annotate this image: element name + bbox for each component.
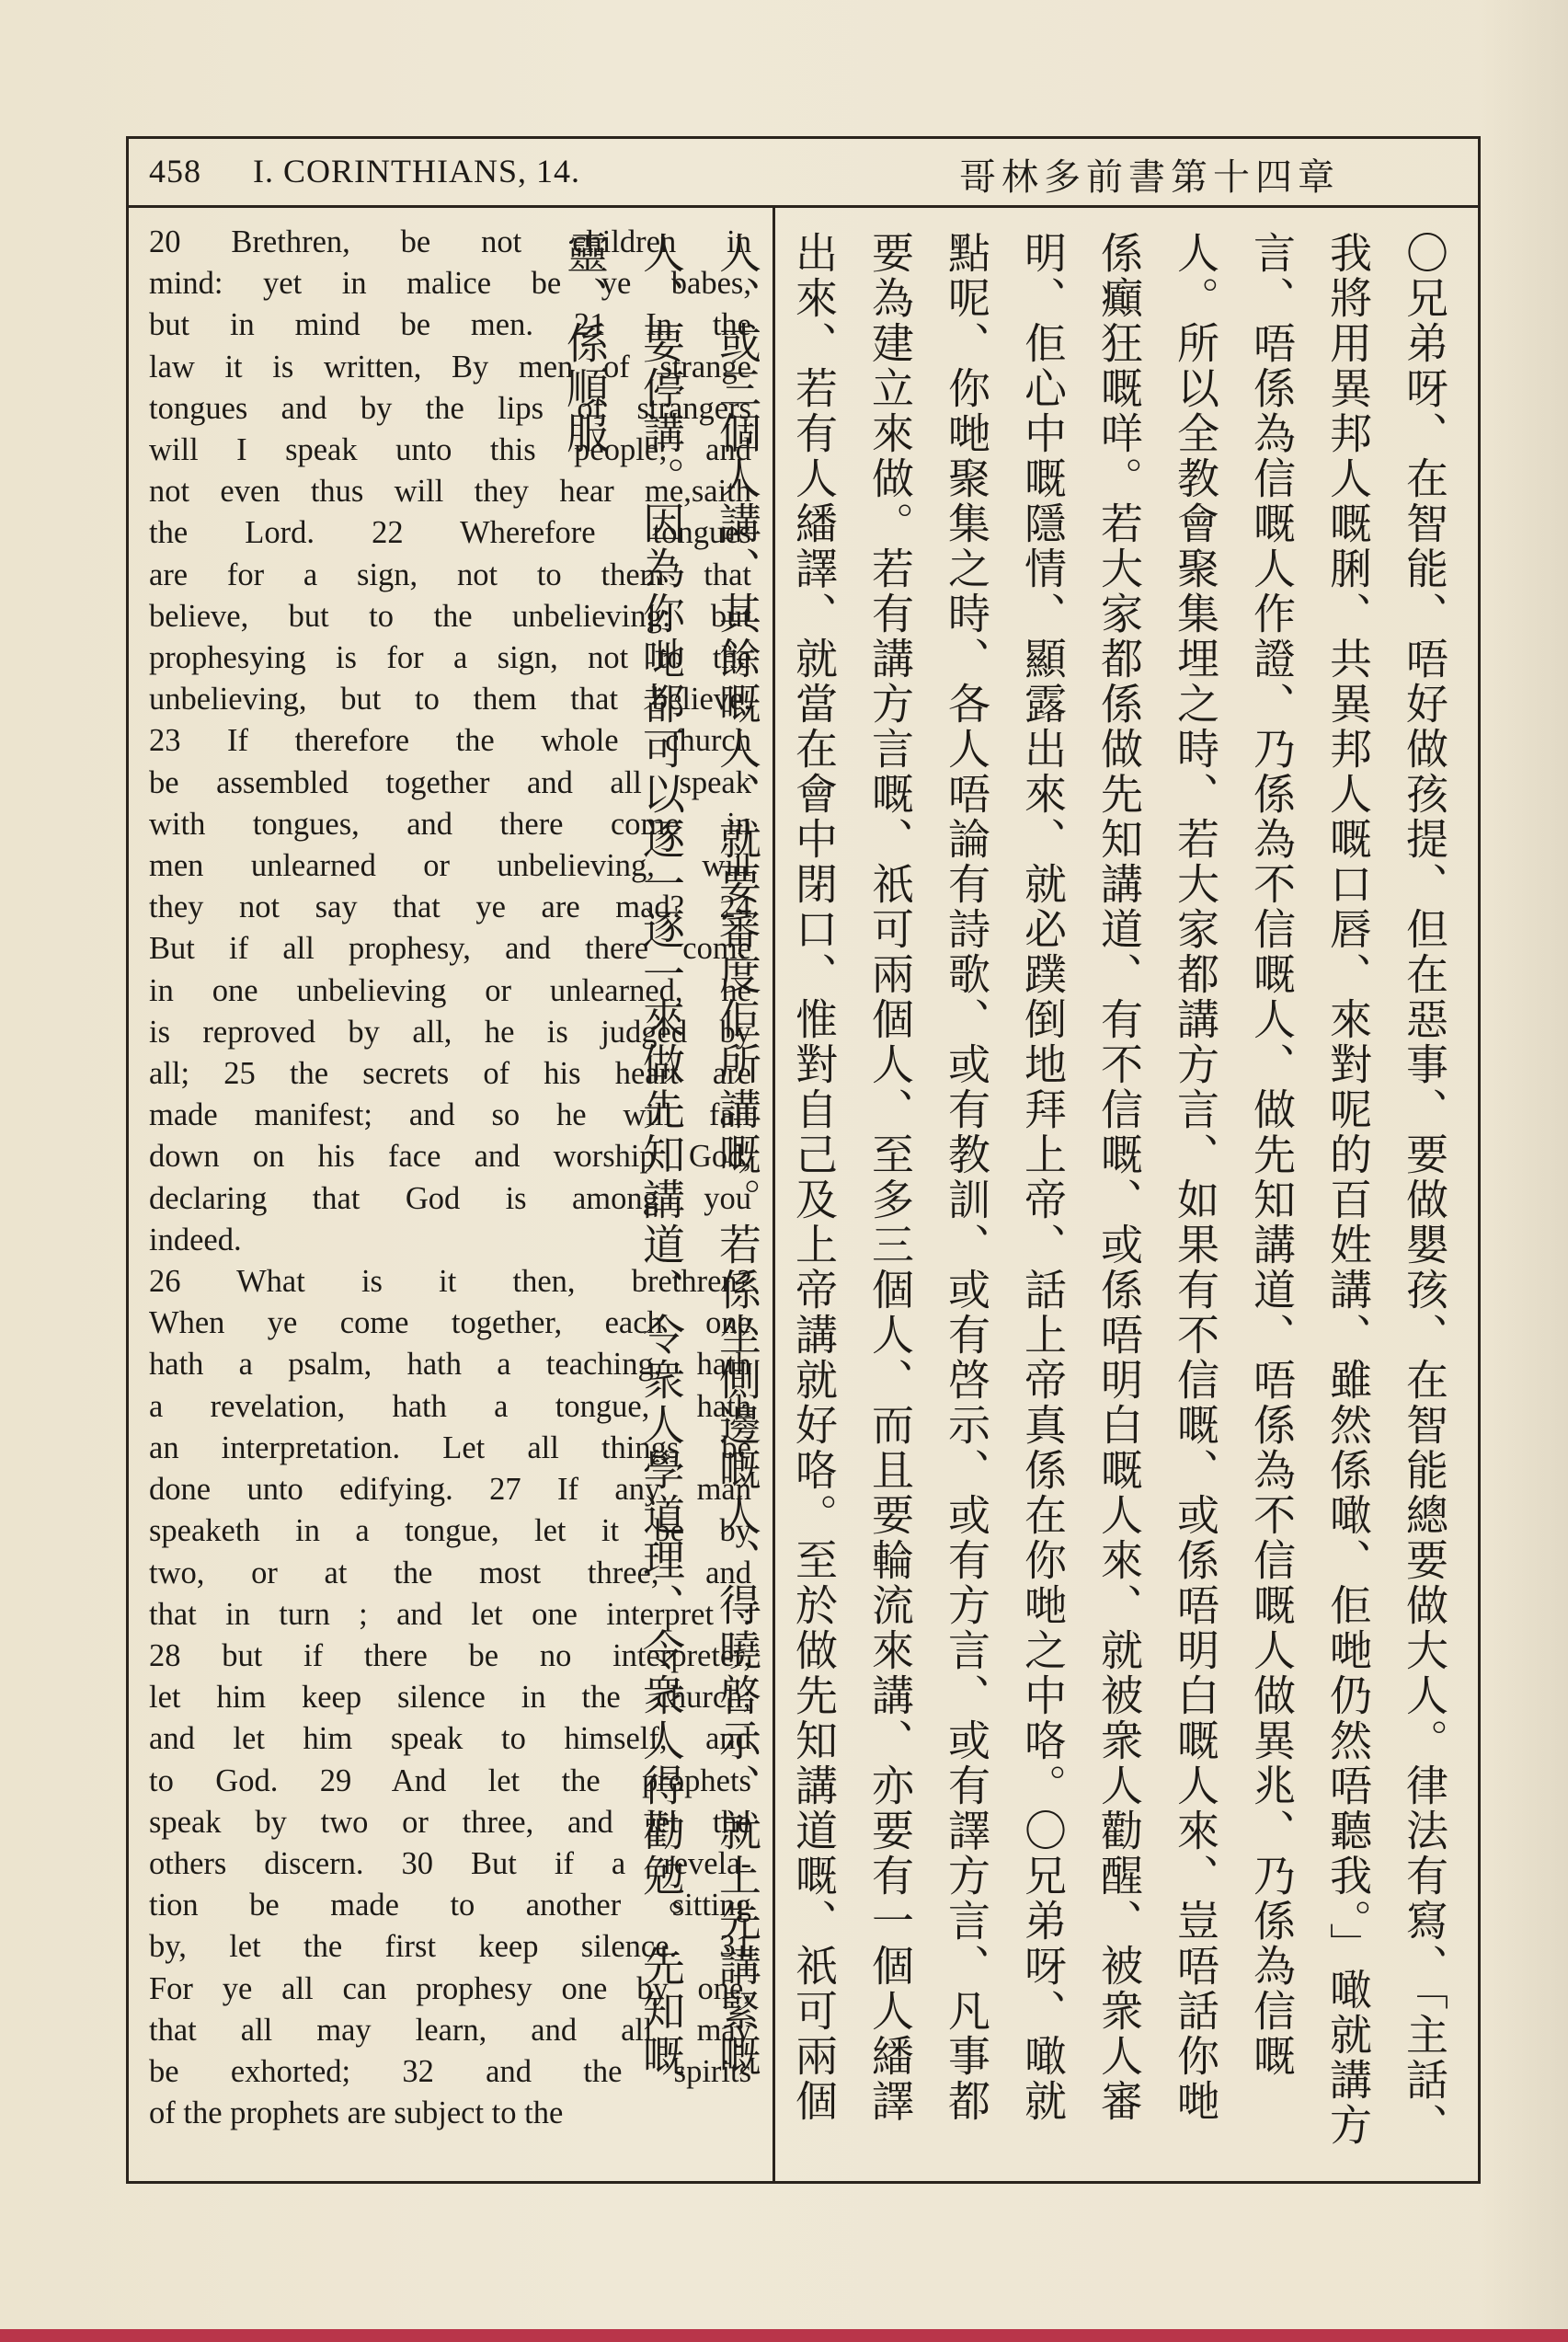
english-line: not even thus will they hear me,saith [149, 474, 751, 510]
english-line: is reproved by all, he is judged by [149, 1014, 751, 1050]
english-line: declaring that God is among you [149, 1180, 751, 1216]
english-line: But if all prophesy, and there come [149, 931, 751, 967]
page-header [129, 139, 1478, 208]
english-line: in one unbelieving or unlearned, he [149, 972, 751, 1008]
english-line: prophesying is for a sign, not to the [149, 640, 751, 676]
english-line: a revelation, hath a tongue, hath [149, 1388, 751, 1424]
english-line: When ye come together, each one [149, 1305, 751, 1341]
english-line: law it is written, By men of strange [149, 349, 751, 385]
english-line: indeed. [149, 1222, 242, 1257]
english-line: 20 Brethren, be not children in [149, 224, 751, 259]
english-line: 28 but if there be no interpreter, [149, 1637, 751, 1673]
english-line: that in turn ; and let one interpret : [149, 1596, 751, 1632]
english-line: speak by two or three, and let the [149, 1804, 751, 1840]
english-line: 26 What is it then, brethren? [149, 1264, 751, 1300]
english-line: with tongues, and there come in [149, 806, 751, 842]
chinese-column: 〇兄弟呀、在智能、唔好做孩提、但在惡事、要做嬰孩、在智能總要做大人。律法有寫、「主話、我將用異邦人嘅脷、共異邦人嘅口唇、來對呢的百姓講、雖然係噉、佢哋仍然唔聽我。」噉就講方言、唔係為信嘅人作證、乃係為不信嘅人、做先知講道、唔係為不信嘅人做異兆、乃係為信嘅人。所以全教會聚集埋之時、若大家都講方言、如果有不信嘅、或係唔明白嘅人來、豈唔話你哋係癲狂嘅咩。若大家都係做先知講道、有不信嘅、或係唔明白嘅人來、就被衆人勸醒、被衆人審明、佢心中嘅隱情、顯露出來、就必蹼倒地拜上帝、話上帝真係在你哋之中咯。〇兄弟呀、噉就點呢、你哋聚集之時、各人唔論有詩歌、或有教訓、或有啓示、或有方言、或有譯方言、凡事都要為建立來做。若有講方言嘅、祇可兩個人、至多三個人、而且要輪流來講、亦要有一個人繙譯出來、若有人繙譯、就當在會中閉口、惟對自己及上帝講就好咯。至於做先知講道嘅、祇可兩個人、或三個人講、其餘嘅人、就要審度佢所講嘅。若係坐側邊嘅人、得曉啓示、就上先講緊嘅人、要停講。因為你哋都可以逐一逐一來做先知講道、令衆人學道理、令衆人得勸勉。先知嘅靈、係順服 [560, 231, 1449, 2148]
english-line: done unto edifying. 27 If any man [149, 1472, 751, 1508]
chinese-running-title: 哥林多前書第十四章 [959, 156, 1340, 199]
english-line: be assembled together and all speak [149, 764, 751, 800]
english-line: by, let the first keep silence. 31 [149, 1929, 751, 1965]
english-line: believe, but to the unbelieving: but [149, 598, 751, 634]
english-line: speaketh in a tongue, let it be by [149, 1513, 751, 1549]
english-line: be exhorted; 32 and the spirits [149, 2053, 751, 2089]
english-line: that all may learn, and all may [149, 2012, 751, 2048]
english-line: tion be made to another sitting [149, 1888, 751, 1923]
running-title: I. CORINTHIANS, 14. [253, 153, 580, 189]
english-line: down on his face and worship God, [149, 1139, 751, 1175]
english-line: but in mind be men. 21 In the [149, 307, 751, 343]
english-line: men unlearned or unbelieving, will [149, 848, 751, 884]
english-line: made manifest; and so he will fall [149, 1097, 751, 1133]
english-line: they not say that ye are mad? 24 [149, 890, 751, 925]
english-line: to God. 29 And let the prophets [149, 1762, 751, 1798]
english-line: others discern. 30 But if a revela- [149, 1845, 751, 1881]
english-line: 23 If therefore the whole church [149, 723, 751, 759]
english-line: let him keep silence in the church; [149, 1680, 751, 1716]
english-line: the Lord. 22 Wherefore tongues [149, 515, 751, 551]
english-line: an interpretation. Let all things be [149, 1429, 751, 1465]
english-line: are for a sign, not to them that [149, 557, 751, 592]
english-line: tongues and by the lips of strangers [149, 390, 751, 426]
page-number: 458 [149, 153, 201, 189]
english-line: and let him speak to himself, and [149, 1721, 751, 1757]
english-line: two, or at the most three, and [149, 1555, 751, 1590]
english-line: will I speak unto this people; and [149, 432, 751, 468]
english-line: unbelieving, but to them that believe. [149, 682, 751, 718]
english-line: mind: yet in malice be ye babes, [149, 266, 751, 302]
english-line: For ye all can prophesy one by one, [149, 1970, 751, 2006]
page-edge-red [0, 2329, 1568, 2342]
english-line: hath a psalm, hath a teaching, hath [149, 1347, 751, 1383]
show-through-shadow [1481, 0, 1568, 2342]
page-frame [126, 136, 1481, 2184]
english-line: of the prophets are subject to the [149, 2095, 564, 2131]
english-line: all; 25 the secrets of his heart are [149, 1056, 751, 1092]
